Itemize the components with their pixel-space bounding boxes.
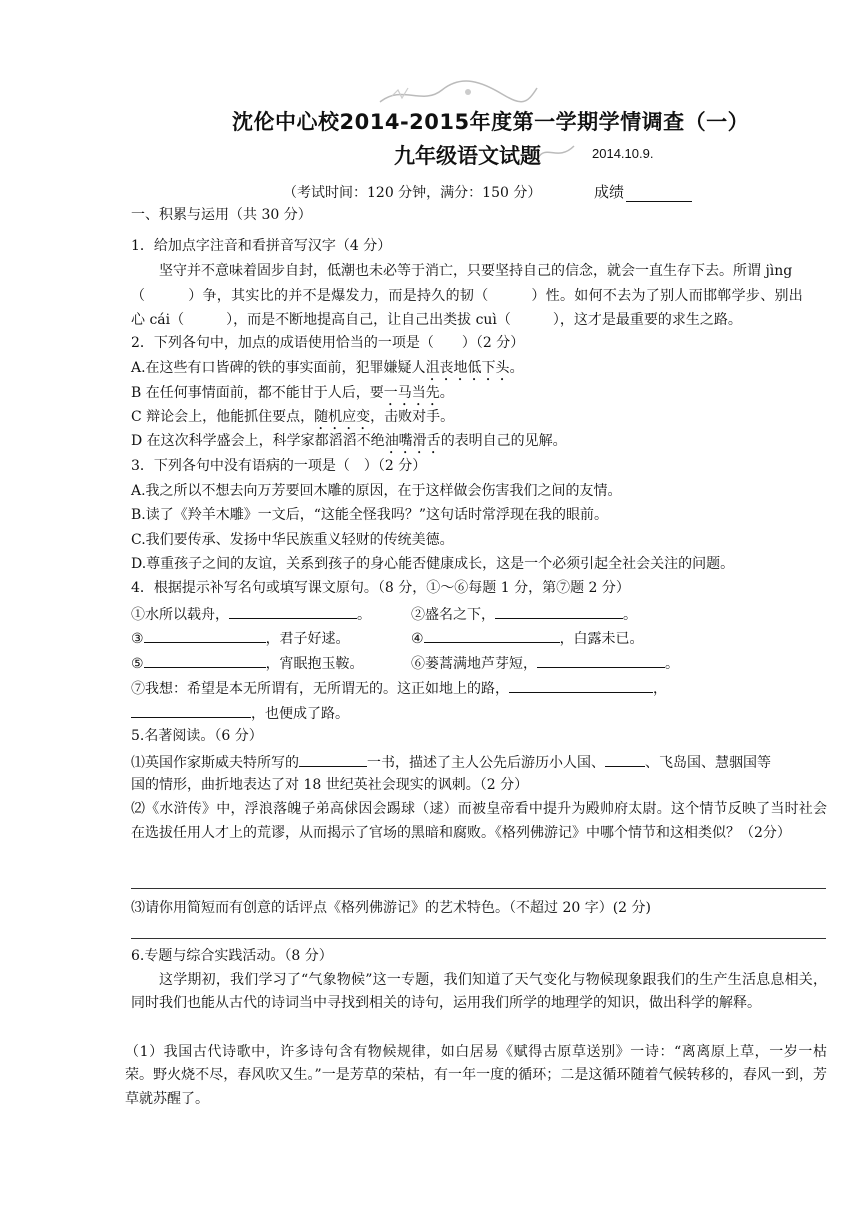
q1-heading: 1．给加点字注音和看拼音写汉字（4 分） <box>131 238 392 254</box>
dotted-idiom: 沮丧地低下头 <box>425 360 510 376</box>
q2-option-a[interactable]: A.在这些有口皆碑的铁的事实面前，犯罪嫌疑人沮丧地低下头。 <box>131 360 524 376</box>
q3-option-b[interactable]: B.读了《羚羊木雕》一文后，“这能全怪我吗？”这句话时常浮现在我的眼前。 <box>131 507 609 523</box>
q2-option-d[interactable]: D 在这次科学盛会上，科学家都滔滔不绝油嘴滑舌的表明自己的见解。 <box>131 433 567 449</box>
q3-option-d[interactable]: D.尊重孩子之间的友谊，关系到孩子的身心能否健康成长，这是一个必须引起全社会关注的问题。 <box>131 556 735 572</box>
q5-heading: 5.名著阅读。（6 分） <box>131 728 263 744</box>
q4-item7-cont: ，也便成了路。 <box>131 702 349 724</box>
answer-blank[interactable] <box>229 603 357 619</box>
dotted-idiom: 油嘴滑舌 <box>384 433 441 449</box>
q4-item1: ①水所以载舟， 。 <box>131 603 371 625</box>
dotted-idiom: 随机应变 <box>314 409 371 425</box>
q2-option-b[interactable]: B 在任何事情面前，都不能甘于人后，要一马当先。 <box>131 385 454 401</box>
answer-line[interactable] <box>131 938 826 939</box>
q4-item2: ②盛名之下， 。 <box>411 603 637 625</box>
q1-line1: 坚守并不意味着固步自封，低潮也未必等于消亡，只要坚持自己的信念，就会一直生存下去。所谓 jìng <box>159 263 793 279</box>
answer-blank[interactable] <box>144 627 266 643</box>
answer-blank[interactable] <box>537 652 665 668</box>
score-blank[interactable] <box>626 187 692 202</box>
q3-option-c[interactable]: C.我们要传承、发扬中华民族重义轻财的传统美德。 <box>131 532 454 548</box>
q4-item6: ⑥蒌蒿满地芦芽短， 。 <box>411 652 679 674</box>
q5-p1-line2: 国的情形，曲折地表达了对 18 世纪英社会现实的讽刺。（2 分） <box>131 777 529 793</box>
answer-blank[interactable] <box>509 677 653 693</box>
answer-blank[interactable] <box>605 751 645 767</box>
q6-heading: 6.专题与综合实践活动。（8 分） <box>131 948 333 964</box>
answer-blank[interactable] <box>131 702 251 718</box>
watermark-scribble-small <box>536 140 576 164</box>
q3-heading: 3．下列各句中没有语病的一项是（ ）（2 分） <box>131 458 427 474</box>
q4-heading: 4．根据提示补写名句或填写课文原句。（8 分，①～⑥每题 1 分，第⑦题 2 分） <box>131 580 630 596</box>
section-heading: 一、积累与运用（共 30 分） <box>131 207 312 223</box>
q4-item5: ⑤ ，宵眠抱玉鞍。 <box>131 652 364 674</box>
q4-item7: ⑦我想：希望是本无所谓有，无所谓无的。这正如地上的路， ， <box>131 677 667 699</box>
exam-info: （考试时间：120 分钟，满分：150 分） <box>283 185 542 201</box>
score-field[interactable] <box>594 181 692 202</box>
q1-line3: 心 cái（ ），而是不断地提高自己，让自己出类拔 cuì（ ），这才是最重要的求生之路。 <box>131 312 742 328</box>
exam-subtitle: 九年级语文试题 <box>394 144 541 168</box>
q5-p2: ⑵《水浒传》中，浮浪落魄子弟高俅因会踢球（逑）而被皇帝看中提升为殿帅府太尉。这个情节反映了当时社会在选拔任用人才上的荒谬，从而揭示了官场的黑暗和腐败。《格列佛游记》中哪个情节和这相类似？（2分） <box>131 801 827 841</box>
q6-p2: （1）我国古代诗歌中，许多诗句含有物候规律，如白居易《赋得古原草送别》一诗：“离离原上草，一岁一枯荣。野火烧不尽，春风吹又生。”一是芳草的荣枯，有一年一度的循环；二是这循环随着气候转移的，春风一到，芳草就苏醒了。 <box>125 1044 827 1107</box>
q5-p3: ⑶请你用简短而有创意的话评点《格列佛游记》的艺术特色。（不超过 20 字）(2 分) <box>131 900 651 916</box>
exam-title: 沈伦中心校2014-2015年度第一学期学情调查（一） <box>232 110 750 134</box>
q4-item4: ④ ，白露未已。 <box>411 627 644 649</box>
q2-heading: 2．下列各句中，加点的成语使用恰当的一项是（ ）（2 分） <box>131 335 525 351</box>
answer-blank[interactable] <box>299 751 367 767</box>
dotted-idiom: 一马当先 <box>383 385 440 401</box>
q6-p1: 这学期初，我们学习了“气象物候”这一专题，我们知道了天气变化与物候现象跟我们的生产生活息息相关，同时我们也能从古代的诗词当中寻找到相关的诗句，运用我们所学的地理学的知识，做出科学的解释。 <box>131 972 827 1012</box>
answer-blank[interactable] <box>144 652 266 668</box>
exam-date: 2014.10.9. <box>592 146 654 161</box>
answer-blank[interactable] <box>424 627 560 643</box>
q3-option-a[interactable]: A.我之所以不想去向万芳要回木雕的原因，在于这样做会伤害我们之间的友情。 <box>131 483 622 499</box>
score-label: 成绩 <box>594 183 625 201</box>
q1-line2: （ ）争，其实比的并不是爆发力，而是持久的韧（ ）性。如何不去为了别人而邯郸学步、别出 <box>131 288 804 304</box>
answer-blank[interactable] <box>495 603 623 619</box>
q5-p1: ⑴英国作家斯威夫特所写的 一书，描述了主人公先后游历小人国、 、飞岛国、慧骃国等 <box>131 751 771 773</box>
q2-option-c[interactable]: C 辩论会上，他能抓住要点，随机应变，击败对手。 <box>131 409 455 425</box>
q4-item3: ③ ，君子好逑。 <box>131 627 350 649</box>
answer-line[interactable] <box>131 888 826 889</box>
